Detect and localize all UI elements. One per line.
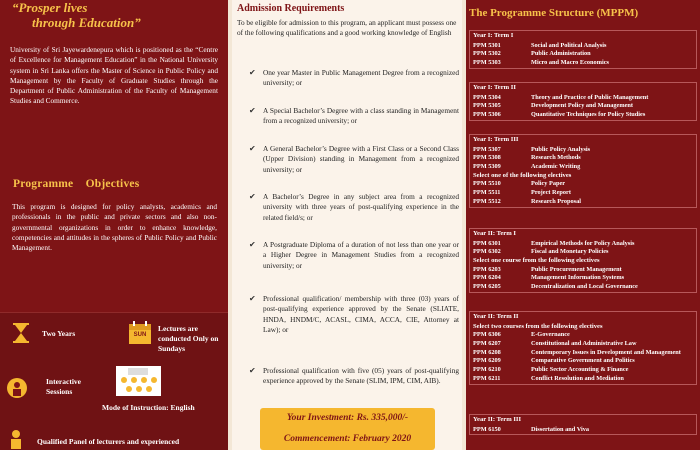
duration-text: Two Years — [42, 329, 76, 338]
course-row — [470, 198, 696, 207]
lectures-text: Lectures are conducted Only on Sundays — [158, 324, 219, 353]
term-block — [469, 30, 697, 69]
requirement-text: A General Bachelor’s Degree with a First Class or a Second Class (Upper Division) standing in Management from a recognized university; or — [263, 144, 459, 174]
requirement-text: A Special Bachelor’s Degree with a class standing in Management from a recognized university; or — [263, 106, 459, 126]
course-title: Public Sector Accounting & Finance — [531, 366, 629, 374]
requirement-item — [249, 106, 459, 127]
course-row — [470, 163, 696, 172]
requirement-item — [249, 366, 459, 387]
requirement-text: Professional qualification with five (05) years of post-qualifying experience approved by the Senate (SLIM, IPM, CIM, AIB). — [263, 366, 459, 386]
calendar-icon — [128, 321, 152, 350]
course-title: E-Governance — [531, 331, 570, 339]
course-code: PPM 5306 — [473, 111, 501, 118]
check-icon: ✔ — [249, 366, 256, 375]
course-title: Constitutional and Administrative Law — [531, 340, 637, 347]
structure-panel — [466, 0, 700, 450]
course-title: Public Policy Analysis — [531, 145, 591, 153]
course-code: PPM 5302 — [473, 50, 501, 58]
course-title: Fiscal and Monetary Policies — [531, 248, 609, 256]
investment-text: Your Investment: Rs. 335,000/- — [286, 413, 409, 423]
teacher-icon — [8, 429, 24, 450]
course-title: Research Proposal — [531, 197, 581, 205]
course-row — [470, 180, 696, 189]
course-row — [470, 94, 696, 103]
course-code: PPM 5511 — [473, 189, 501, 197]
course-code: PPM 6205 — [473, 283, 501, 291]
course-row — [470, 331, 696, 340]
course-code: PPM 5301 — [473, 41, 501, 49]
course-code: PPM 6306 — [473, 331, 501, 339]
objectives-text: This program is designed for policy analysts, academics and professionals in the public and private sectors and also non-governmental organizations in order to enhance knowledge, competencies and attitudes in the spheres of Public Policy and Public Management. — [12, 202, 217, 253]
course-code: PPM 6210 — [473, 366, 501, 374]
course-title: Policy Paper — [531, 180, 566, 188]
course-title: Quantitative Techniques for Policy Studies — [531, 111, 646, 118]
course-title: Research Methods — [531, 154, 581, 162]
course-row — [470, 266, 696, 275]
term-block — [469, 82, 697, 121]
course-row — [470, 366, 696, 375]
lecturer-icon — [6, 377, 28, 404]
course-title: Contemporary Issues in Development and Management — [531, 348, 681, 356]
requirement-text: Professional qualification/ membership with three (03) years of post-qualifying experience approved by the Senate (SLIATE, HNDA, HNDM/C, ACASL, CIMA, ACCA, CIE, Attorney at Law); or — [263, 294, 459, 334]
course-row — [470, 426, 696, 435]
course-row — [470, 375, 696, 384]
course-code: PPM 5308 — [473, 154, 501, 162]
elective-instruction: Select two courses from the following electives — [473, 322, 603, 330]
term-heading: Year I: Term II — [473, 84, 516, 91]
course-code: PPM 6208 — [473, 348, 501, 356]
check-icon: ✔ — [249, 106, 256, 115]
term-block — [469, 414, 697, 435]
check-icon: ✔ — [249, 144, 256, 153]
admission-panel — [232, 0, 462, 450]
check-icon: ✔ — [249, 294, 256, 303]
requirement-item — [249, 144, 459, 175]
course-code: PPM 6150 — [473, 425, 501, 433]
course-title: Micro and Macro Economics — [531, 59, 609, 66]
course-code: PPM 6302 — [473, 248, 501, 256]
course-title: Project Report — [531, 189, 571, 197]
check-icon: ✔ — [249, 240, 256, 249]
requirement-item — [249, 294, 459, 335]
course-code: PPM 5307 — [473, 145, 501, 153]
commencement-text: Commencement: February 2020 — [283, 434, 412, 444]
classroom-image — [116, 366, 161, 401]
tagline — [12, 0, 141, 30]
course-code: PPM 5309 — [473, 163, 501, 170]
course-title: Decentralization and Local Governance — [531, 283, 638, 291]
course-row — [470, 248, 696, 257]
term-block — [469, 311, 697, 385]
requirement-text: A Bachelor’s Degree in any subject area from a recognized university with three years of post-qualifying experience in the related field/s; or — [263, 192, 459, 222]
term-heading: Year I: Term I — [473, 32, 514, 39]
course-title: Social and Political Analysis — [531, 41, 607, 49]
course-row — [470, 189, 696, 198]
course-title: Public Procurement Management — [531, 265, 622, 273]
requirement-text: A Postgraduate Diploma of a duration of not less than one year or a Higher Degree in Management Studies from a recognized university; or — [263, 240, 459, 270]
course-row — [470, 50, 696, 59]
mode-text: Mode of Instruction: English — [102, 403, 195, 412]
tagline-line-1: “Prosper lives — [12, 0, 88, 15]
term-block — [469, 228, 697, 293]
elective-instruction: Select one of the following electives — [473, 171, 572, 179]
course-title: Theory and Practice of Public Management — [531, 93, 649, 101]
requirement-item — [249, 192, 459, 223]
course-row — [470, 146, 696, 155]
course-title: Conflict Resolution and Mediation — [531, 374, 624, 382]
course-code: PPM 6209 — [473, 357, 501, 365]
course-title: Development Policy and Management — [531, 102, 633, 110]
course-code: PPM 6301 — [473, 239, 501, 247]
course-code: PPM 5512 — [473, 197, 501, 205]
requirement-text: One year Master in Public Management Degree from a recognized university; or — [263, 68, 459, 88]
course-code: PPM 6211 — [473, 374, 501, 382]
programme-info-box — [0, 312, 228, 450]
objectives-title: Programme Objectives — [13, 178, 140, 190]
left-panel — [0, 0, 228, 450]
course-row — [470, 349, 696, 358]
course-title: Dissertation and Viva — [531, 425, 590, 433]
investment-banner — [260, 408, 435, 450]
course-code: PPM 6207 — [473, 340, 501, 347]
term-heading: Year I: Term III — [473, 136, 519, 143]
course-row — [470, 154, 696, 163]
calendar-icon-text: SUN — [133, 332, 147, 338]
term-heading: Year II: Term I — [473, 230, 516, 237]
course-row — [470, 111, 696, 120]
course-title: Comparative Government and Politics — [531, 357, 635, 365]
requirement-item — [249, 68, 459, 89]
check-icon: ✔ — [249, 68, 256, 77]
elective-instruction: Select one course from the following electives — [473, 257, 600, 264]
university-intro: University of Sri Jayewardenepura which is positioned as the “Centre of Excellence for Management Education” in the National University system in Sri Lanka offers the Master of Science in Public Policy and Management by the Faculty of Graduate Studies through the Department of Public Administration of the Faculty of Management Studies and Commerce. — [10, 45, 218, 106]
requirement-item — [249, 240, 459, 271]
course-row — [470, 283, 696, 292]
course-title: Academic Writing — [531, 163, 581, 170]
course-title: Public Administration — [531, 50, 591, 58]
course-code: PPM 6204 — [473, 274, 501, 282]
term-block — [469, 134, 697, 208]
term-heading: Year II: Term II — [473, 313, 519, 320]
panel-text: Qualified Panel of lecturers and experienced — [37, 437, 180, 446]
hourglass-icon — [12, 323, 30, 348]
sessions-text: Interactive Sessions — [46, 377, 81, 396]
course-code: PPM 5305 — [473, 102, 501, 110]
course-row — [470, 340, 696, 349]
tagline-line-2: through Education” — [32, 15, 141, 30]
term-heading: Year II: Term III — [473, 416, 522, 423]
structure-title: The Programme Structure (MPPM) — [469, 7, 639, 19]
check-icon: ✔ — [249, 192, 256, 201]
admission-title: Admission Requirements — [237, 3, 345, 14]
course-code: PPM 6203 — [473, 265, 501, 273]
course-row — [470, 274, 696, 283]
course-row — [470, 240, 696, 249]
course-row — [470, 42, 696, 51]
admission-intro: To be eligible for admission to this program, an applicant must possess one of the following qualifications and a good working knowledge of English — [237, 18, 457, 38]
course-code: PPM 5304 — [473, 93, 501, 101]
course-title: Management Information Systems — [531, 274, 625, 282]
course-code: PPM 5303 — [473, 59, 501, 66]
course-title: Empirical Methods for Policy Analysis — [531, 239, 635, 247]
course-code: PPM 5510 — [473, 180, 501, 188]
course-row — [470, 357, 696, 366]
course-row — [470, 59, 696, 68]
course-row — [470, 102, 696, 111]
